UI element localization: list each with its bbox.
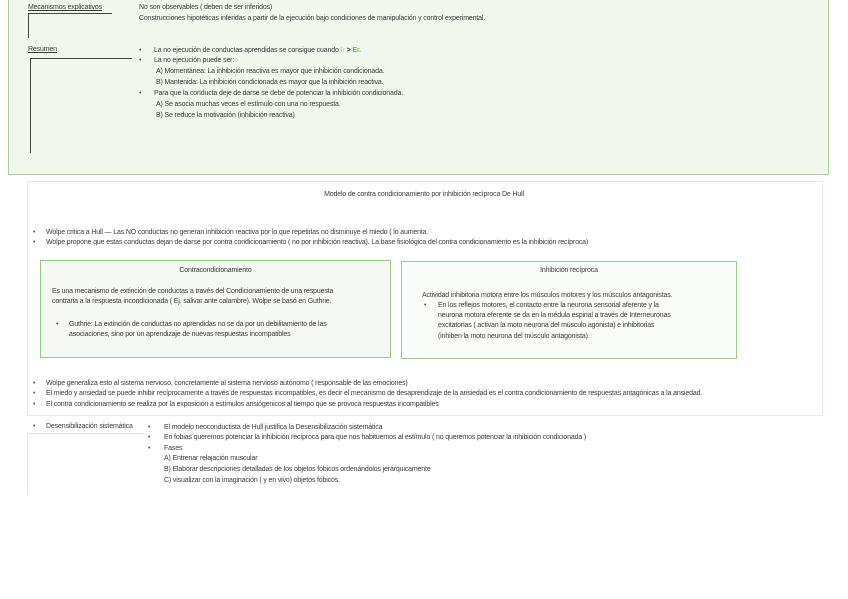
resumen-label: Resumen <box>28 46 57 53</box>
bullet-dot: • <box>33 239 36 246</box>
box-left-line-1: Es una mecanismo de extinción de conductas a través del Condicionamiento de una respuesta <box>52 288 334 295</box>
lower-bullet-1: El modelo neoconductista de Hull justifica la Desensibilización sistemática <box>164 424 383 431</box>
desensibilizacion-label: Desensibilización sistemática <box>46 423 133 430</box>
bullet-dot: • <box>33 390 36 397</box>
phase-a: A) Entrenar relajación muscular <box>164 455 258 462</box>
bullet-dot: • <box>33 423 36 430</box>
box-right-bullet-line-3: excitatorias ( activan la moto neurona del músculo agonista) e inhibitorias <box>438 322 655 329</box>
resumen-sub-a: A) Momentánea: La inhibición reactiva es mayor que inhibición condicionada. <box>156 68 385 75</box>
er-symbol: Er. <box>352 47 361 54</box>
lower-bullet-2: En fobias queremos potenciar la inhibición recíproca para que nos habituemos al estímulo ( no queremos potenciar la inhibición condicionada ) <box>164 434 587 441</box>
resumen-item-3: Para que la conducta deje de darse se debe de potenciar la inhibición condicionada. <box>154 90 404 97</box>
resumen-bracket <box>30 58 132 153</box>
outro-bullet-3: El contra condicionamiento se realiza por la exposición a estímulos ansiógenicos al tiempo que se provoca respuestas incompatibles <box>46 401 439 408</box>
bullet-dot: • <box>139 90 142 97</box>
intro-bullet-1: Wolpe critica a Hull — Las NO conductas no generan inhibición reactiva por lo que repetirlas no disminuye el miedo ( lo aumenta. <box>46 229 429 236</box>
bullet-dot: • <box>33 229 36 236</box>
bullet-dot: • <box>139 57 142 64</box>
intro-bullet-2: Wolpe propone que estas conductas dejan de darse por contra condicionamiento ( no por inhibición reactiva). La base fisiológica del contra condicionamiento es la inhibición recíproca) <box>46 239 589 246</box>
resumen-sub-b: B) Mantenida: La inhibición condicionada es mayor que la inhibición reactiva. <box>156 79 384 86</box>
resumen-item-1-text: La no ejecución de conductas aprendidas se consigue cuando <box>154 47 339 54</box>
box-right-bullet-line-4: (inhiben la moto neurona del músculo antagonista). <box>438 333 590 340</box>
box-right-bullet-line-1: En los reflejos motores, el contacto entre la neurona sensorial aferente y la <box>438 302 659 309</box>
resumen-item-2: La no ejecución puede ser: <box>154 57 235 64</box>
box-left-title: Contracondicionamiento <box>179 267 252 274</box>
bullet-dot: • <box>148 434 151 441</box>
inhibicion-reciproca-box <box>401 261 737 359</box>
bullet-dot: • <box>56 321 59 328</box>
bullet-dot: • <box>148 424 151 431</box>
desensibilizacion-bracket <box>27 433 145 495</box>
lower-bullet-3: Fases <box>164 445 183 452</box>
box-right-line: Actividad inhibitoria motora entre los músculos motores y los músculos antagonistas. <box>422 292 673 299</box>
greater-than-symbol: > <box>346 47 351 54</box>
bullet-dot: • <box>424 302 427 309</box>
ir-symbol: Ir <box>340 47 345 54</box>
mecanismos-line-2: Construcciones hipotéticas inferidas a partir de la ejecución bajo condiciones de manipulación y control experimental. <box>139 15 486 22</box>
box-left-bullet-line-1: Guthrie: La extinción de conductas no aprendidas no se da por un debilitamiento de las <box>69 321 327 328</box>
bullet-dot: • <box>139 47 142 54</box>
phase-c: C) visualizar con la imaginación ( y en vivo) objetos fóbicos. <box>164 477 340 484</box>
box-left-line-2: contraria a la respuesta incondicionada ( Ej. salivar ante calambre). Wolpe se basó en Guthrie. <box>52 298 332 305</box>
bullet-dot: • <box>148 445 151 452</box>
box-left-bullet-line-2: asociaciones, sino por un aprendizaje de nuevas respuestas incompatibles <box>69 331 291 338</box>
resumen-sub-b2: B) Se reduce la motivación (inhibición reactiva) <box>156 112 295 119</box>
mecanismos-bracket <box>28 13 112 38</box>
bullet-dot: • <box>33 401 36 408</box>
box-right-title: Inhibición recíproca <box>540 267 598 274</box>
outro-bullet-2: El miedo y ansiedad se puede inhibir recíprocamente a través de respuestas incompatibles, es decir el mecanismo de desaprendizaje de la ansiedad es el contra condicionamiento de respuestas antagónicas a la ansiedad. <box>46 390 703 397</box>
resumen-item-1 <box>154 46 361 55</box>
outro-bullet-1: Wolpe generaliza esto al sistema nervioso, concretamente al sistema nervioso autónomo ( responsable de las emociones) <box>46 380 408 387</box>
phase-b: B) Elaborar descripciones detalladas de los objetos fóbicos ordenándolos jerárquicamente <box>164 466 431 473</box>
mecanismos-line-1: No son observables ( deben de ser inferidos) <box>139 4 273 11</box>
resumen-sub-a2: A) Se asocia muchas veces el estímulo con una no respuesta. <box>156 101 341 108</box>
box-right-bullet-line-2: neurona motora eferente se da en la médula espinal a través de Interneuronas <box>438 312 671 319</box>
mecanismos-label: Mecanismos explicativos <box>28 4 102 11</box>
bullet-dot: • <box>33 380 36 387</box>
section-title: Modelo de contra condicionamiento por inhibición recíproca De Hull <box>324 191 524 198</box>
